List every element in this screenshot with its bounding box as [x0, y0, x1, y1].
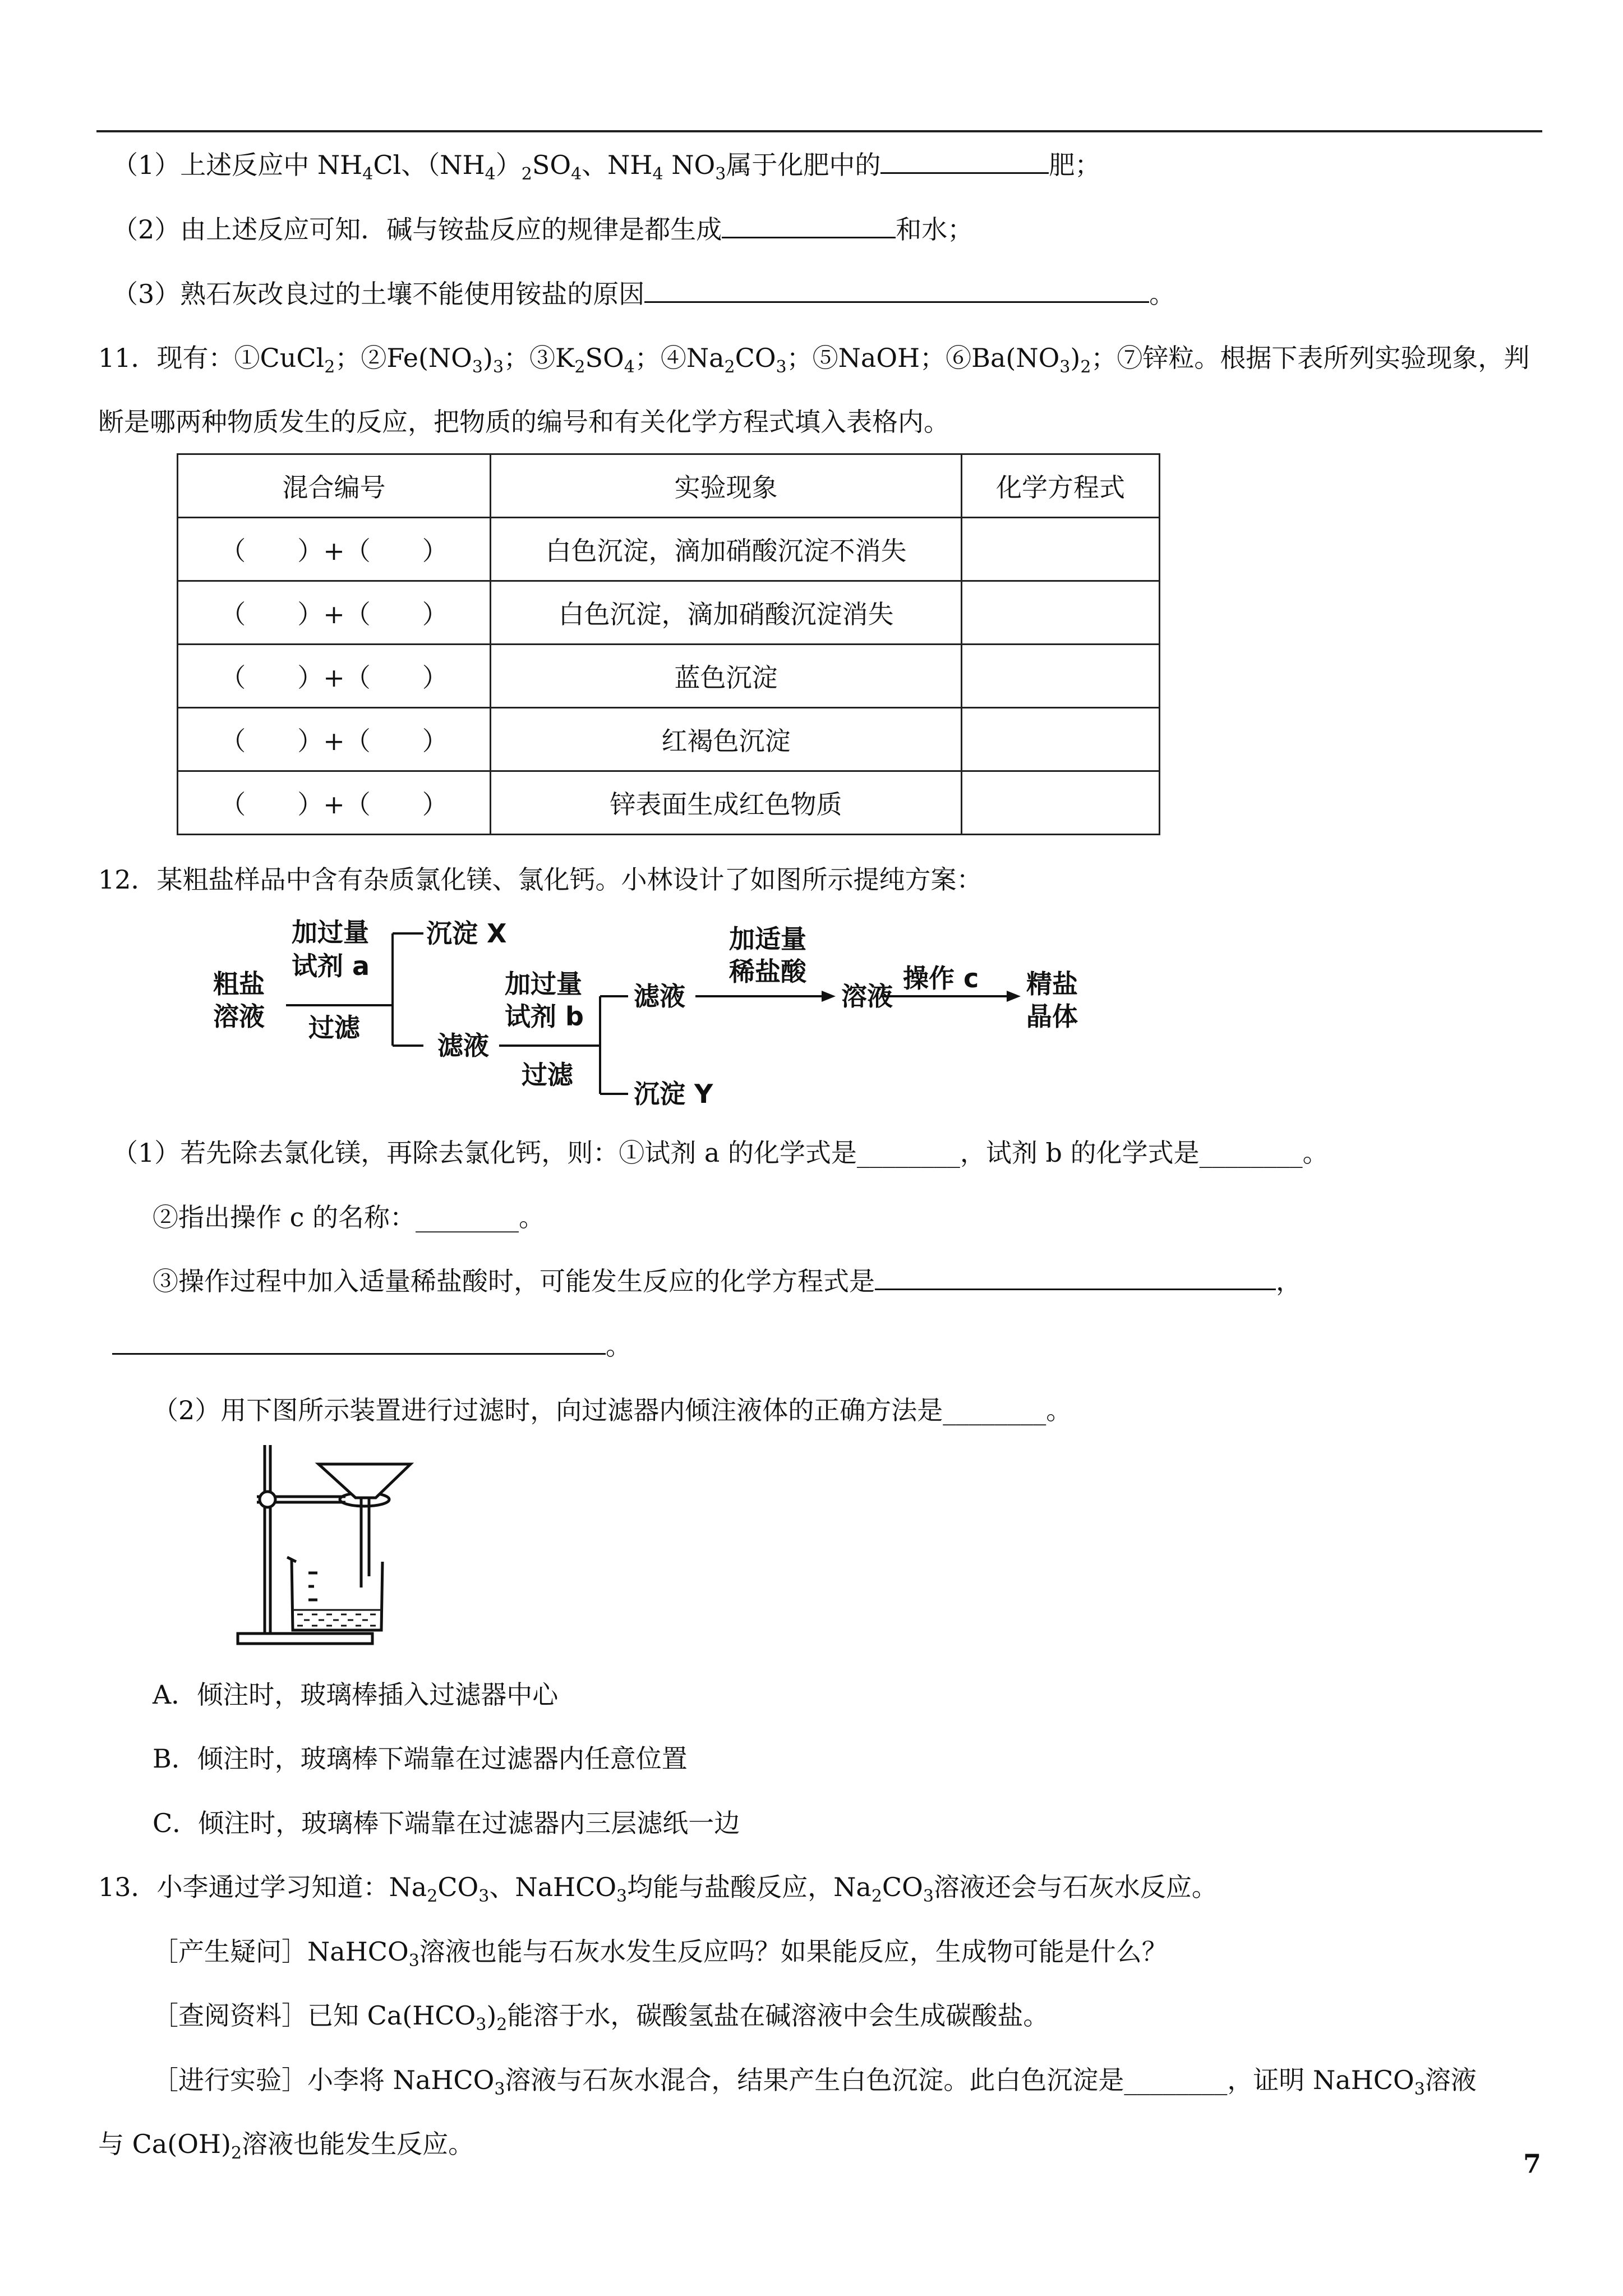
filtration-apparatus-figure — [230, 1442, 454, 1655]
purification-flow-diagram — [213, 909, 1122, 1122]
q10-part1: （1）上述反应中 $NH_4Cl$、$(NH_4)_2SO_4$、$NH_4$ $NO_3$属于化肥中的 肥； — [112, 147, 1559, 183]
flow-start-label-1: 粗盐 — [213, 969, 265, 999]
flow-end-label-2: 晶体 — [1026, 1001, 1078, 1032]
flow-step1-reagent-1: 加过量 — [292, 917, 369, 947]
header-phenomenon: 实验现象 — [491, 454, 962, 518]
flow-step3-reagent-1: 加适量 — [729, 924, 806, 954]
q12-option-c[interactable]: C．倾注时，玻璃棒下端靠在过滤器内三层滤纸一边 — [153, 1808, 740, 1838]
answer-blank[interactable] — [112, 1328, 606, 1355]
q12-option-b[interactable]: B．倾注时，玻璃棒下端靠在过滤器内任意位置 — [153, 1743, 688, 1774]
flow-end-label-1: 精盐 — [1026, 969, 1078, 999]
q12-part1-operation: ②指出操作 c 的名称：________。 — [153, 1202, 545, 1232]
table-header-row — [178, 454, 1160, 518]
phenomenon-cell: 白色沉淀，滴加硝酸沉淀不消失 — [491, 518, 962, 581]
table-row — [178, 581, 1160, 645]
header-rule — [96, 130, 1542, 132]
flow-step4-operation: 操作 c — [903, 963, 979, 993]
table-row — [178, 771, 1160, 835]
table-row — [178, 708, 1160, 771]
q10-part3: （3）熟石灰改良过的土壤不能使用铵盐的原因 。 — [112, 276, 1559, 312]
phenomenon-cell: 红褐色沉淀 — [491, 708, 962, 771]
q12-option-a[interactable]: A．倾注时，玻璃棒插入过滤器中心 — [153, 1680, 559, 1710]
equation-cell[interactable] — [962, 518, 1160, 581]
flow-solution: 溶液 — [841, 981, 893, 1011]
flow-step2-reagent-1: 加过量 — [505, 969, 582, 999]
q13-reference: ［查阅资料］已知 $Ca(HCO_3)_2$能溶于水，碳酸氢盐在碱溶液中会生成碳酸盐。 — [153, 2000, 1049, 2035]
equation-cell[interactable] — [962, 708, 1160, 771]
mix-number-cell[interactable]: （ ）+（ ） — [178, 771, 491, 835]
answer-blank[interactable] — [722, 212, 896, 238]
flow-filtrate-1: 滤液 — [437, 1030, 489, 1061]
answer-blank[interactable] — [880, 148, 1049, 174]
q11-table — [177, 453, 1160, 835]
equation-cell[interactable] — [962, 581, 1160, 645]
q12-part1-equation-cont: 。 — [112, 1328, 1559, 1364]
phenomenon-cell: 蓝色沉淀 — [491, 645, 962, 708]
q11-stem-line2: 断是哪两种物质发生的反应，把物质的编号和有关化学方程式填入表格内。 — [98, 407, 949, 437]
flow-filtrate-2: 滤液 — [634, 981, 685, 1011]
q13-question: ［产生疑问］NaHCO$_3$溶液也能与石灰水发生反应吗？如果能反应，生成物可能是什么？ — [153, 1936, 1168, 1971]
answer-blank[interactable] — [644, 277, 1149, 303]
phenomenon-cell: 锌表面生成红色物质 — [491, 771, 962, 835]
page-number: 7 — [1523, 2148, 1542, 2179]
mix-number-cell[interactable]: （ ）+（ ） — [178, 518, 491, 581]
q12-part2: （2）用下图所示装置进行过滤时，向过滤器内倾注液体的正确方法是________。 — [153, 1395, 1072, 1425]
mix-number-cell[interactable]: （ ）+（ ） — [178, 581, 491, 645]
q10-part2: （2）由上述反应可知．碱与铵盐反应的规律是都生成 和水； — [112, 211, 1559, 247]
table-row — [178, 518, 1160, 581]
flow-step2-filter: 过滤 — [522, 1060, 573, 1090]
mix-number-cell[interactable]: （ ）+（ ） — [178, 708, 491, 771]
flow-step2-reagent-2: 试剂 b — [505, 1001, 584, 1032]
header-mix-number: 混合编号 — [178, 454, 491, 518]
equation-cell[interactable] — [962, 771, 1160, 835]
flow-start-label-2: 溶液 — [213, 1001, 265, 1032]
flow-step1-reagent-2: 试剂 a — [292, 951, 370, 981]
flow-step3-reagent-2: 稀盐酸 — [729, 956, 806, 987]
phenomenon-cell: 白色沉淀，滴加硝酸沉淀消失 — [491, 581, 962, 645]
q13-experiment-cont: 与 $Ca(OH)_2$溶液也能发生反应。 — [98, 2129, 474, 2163]
equation-cell[interactable] — [962, 645, 1160, 708]
header-equation: 化学方程式 — [962, 454, 1160, 518]
flow-precipitate-y: 沉淀 Y — [634, 1079, 713, 1109]
flow-step1-filter: 过滤 — [308, 1013, 360, 1043]
mix-number-cell[interactable]: （ ）+（ ） — [178, 645, 491, 708]
q12-part1-equation: ③操作过程中加入适量稀盐酸时，可能发生反应的化学方程式是 ， — [153, 1263, 1599, 1299]
answer-blank[interactable] — [875, 1264, 1276, 1290]
q13-experiment: ［进行实验］小李将 NaHCO$_3$溶液与石灰水混合，结果产生白色沉淀。此白色沉淀是________，证明 NaHCO$_3$溶液 — [153, 2065, 1477, 2099]
q13-stem: 13．小李通过学习知道：$Na_2CO_3$、NaHCO$_3$均能与盐酸反应，$Na_2CO_3$溶液还会与石灰水反应。 — [98, 1872, 1218, 1906]
flow-precipitate-x: 沉淀 X — [426, 918, 507, 949]
q12-stem: 12．某粗盐样品中含有杂质氯化镁、氯化钙。小林设计了如图所示提纯方案： — [98, 864, 983, 895]
q12-part1: （1）若先除去氯化镁，再除去氯化钙，则：①试剂 a 的化学式是________，试剂 b 的化学式是________。 — [112, 1138, 1329, 1168]
q11-stem-line1: 11．现有：①CuCl$_2$；$②Fe(NO_3)_3$；$③K_2SO_4$；$④Na_2CO_3$；⑤NaOH；$⑥Ba(NO_3)_2$；⑦锌粒。根据下表所列实验现象，判 — [98, 343, 1530, 377]
table-row — [178, 645, 1160, 708]
